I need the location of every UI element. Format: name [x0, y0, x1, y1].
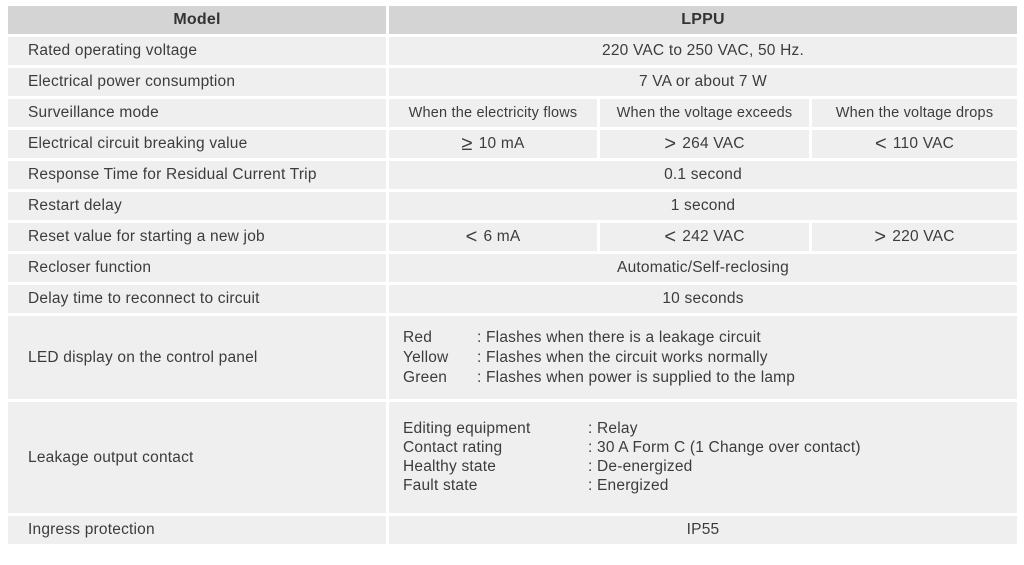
spec-table — [8, 6, 1016, 544]
row-value-recloser: Automatic/Self-reclosing — [389, 254, 1017, 282]
leakage-list — [389, 420, 861, 495]
row-value-leakage — [389, 402, 1017, 513]
row-value-ingress: IP55 — [389, 516, 1017, 544]
row-value-voltage: 220 VAC to 250 VAC, 50 Hz. — [389, 37, 1017, 65]
row-label-breaking: Electrical circuit breaking value — [8, 130, 386, 158]
reset-value-over-voltage — [600, 223, 809, 251]
comparison-symbol: > — [874, 226, 887, 248]
header-model: Model — [8, 6, 386, 34]
row-label-reconnect: Delay time to reconnect to circuit — [8, 285, 386, 313]
row-label-restart: Restart delay — [8, 192, 386, 220]
value-text: 242 VAC — [682, 228, 745, 245]
led-color-green: Green — [403, 368, 448, 386]
comparison-symbol: < — [664, 226, 677, 248]
breaking-value-over-voltage — [600, 130, 809, 158]
row-label-power: Electrical power consumption — [8, 68, 386, 96]
led-desc-yellow: : Flashes when the circuit works normally — [477, 348, 768, 366]
row-value-power: 7 VA or about 7 W — [389, 68, 1017, 96]
row-label-mode: Surveillance mode — [8, 99, 386, 127]
row-label-recloser: Recloser function — [8, 254, 386, 282]
comparison-symbol: < — [465, 226, 478, 248]
mode-electricity-flows: When the electricity flows — [389, 99, 597, 127]
comparison-symbol: < — [874, 133, 887, 155]
row-label-reset: Reset value for starting a new job — [8, 223, 386, 251]
mode-voltage-exceeds: When the voltage exceeds — [600, 99, 809, 127]
leakage-val: : Relay — [588, 420, 638, 437]
comparison-symbol: ≥ — [461, 133, 473, 155]
leakage-key: Contact rating — [403, 439, 503, 456]
led-color-red: Red — [403, 328, 433, 346]
header-product: LPPU — [389, 6, 1017, 34]
row-label-leakage: Leakage output contact — [8, 402, 386, 513]
row-label-response: Response Time for Residual Current Trip — [8, 161, 386, 189]
row-value-led — [389, 316, 1017, 399]
mode-voltage-drops: When the voltage drops — [812, 99, 1017, 127]
value-text: 110 VAC — [892, 135, 955, 152]
leakage-val: : 30 A Form C (1 Change over contact) — [588, 439, 861, 456]
breaking-value-under-voltage — [812, 130, 1017, 158]
led-color-yellow: Yellow — [403, 348, 449, 366]
row-value-response: 0.1 second — [389, 161, 1017, 189]
value-text: 220 VAC — [892, 228, 955, 245]
row-label-voltage: Rated operating voltage — [8, 37, 386, 65]
row-value-restart: 1 second — [389, 192, 1017, 220]
leakage-val: : De-energized — [588, 458, 693, 475]
leakage-key: Fault state — [403, 477, 478, 494]
leakage-val: : Energized — [588, 477, 669, 494]
value-text: 6 mA — [483, 228, 521, 245]
led-list — [389, 329, 795, 387]
breaking-value-current — [389, 130, 597, 158]
value-text: 264 VAC — [682, 135, 745, 152]
leakage-key: Editing equipment — [403, 420, 531, 437]
value-text: 10 mA — [478, 135, 525, 152]
row-value-reconnect: 10 seconds — [389, 285, 1017, 313]
led-desc-red: : Flashes when there is a leakage circuit — [477, 328, 761, 346]
reset-value-current — [389, 223, 597, 251]
led-desc-green: : Flashes when power is supplied to the lamp — [477, 368, 796, 386]
leakage-key: Healthy state — [403, 458, 497, 475]
row-label-led: LED display on the control panel — [8, 316, 386, 399]
reset-value-under-voltage — [812, 223, 1017, 251]
comparison-symbol: > — [664, 133, 677, 155]
row-label-ingress: Ingress protection — [8, 516, 386, 544]
